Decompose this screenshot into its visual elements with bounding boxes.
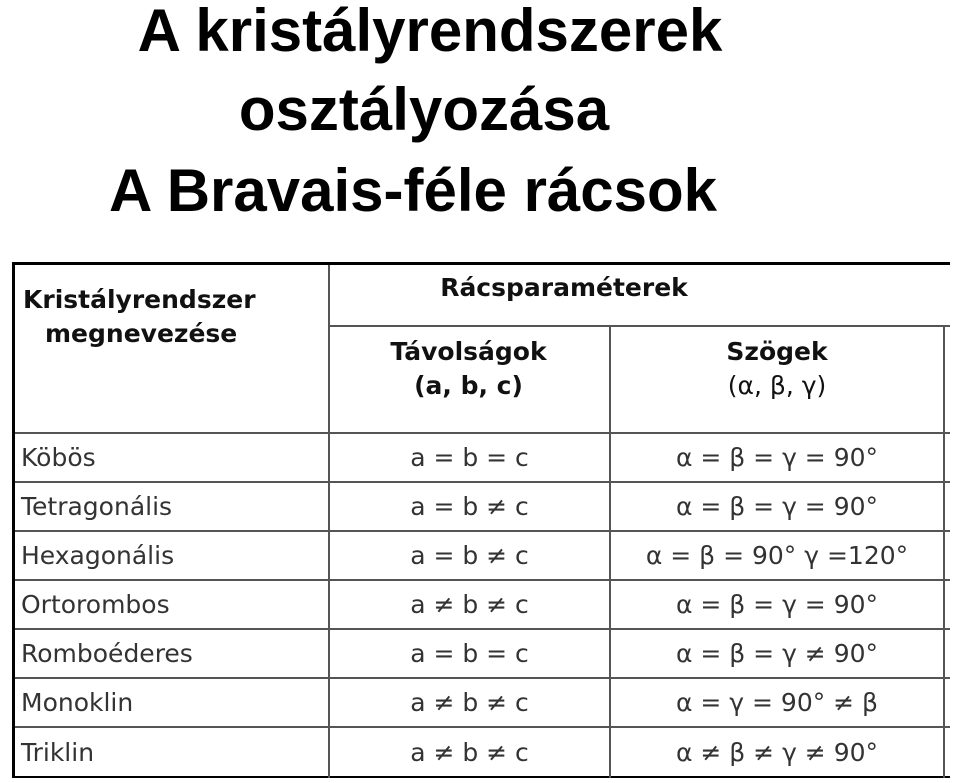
row-name-romboederes: Romboéderes	[21, 639, 193, 668]
row-dist-kobos: a = b = c	[410, 443, 529, 472]
header-system-line1: Kristályrendszer	[23, 285, 256, 314]
header-params: Rácsparaméterek	[440, 273, 688, 302]
row-ang-kobos: α = β = γ = 90°	[675, 443, 879, 472]
row-dist-tetragonalis: a = b ≠ c	[410, 492, 529, 521]
header-dist-line2: (a, b, c)	[414, 371, 523, 400]
title-line-3: A Bravais-féle rácsok	[108, 157, 718, 224]
title-line-1: A kristályrendszerek	[137, 0, 723, 64]
row-name-ortorombos: Ortorombos	[21, 590, 170, 619]
bravais-table	[12, 262, 950, 778]
row-dist-triklin: a ≠ b ≠ c	[410, 737, 529, 767]
row-name-kobos: Köbös	[21, 443, 96, 472]
header-system	[23, 283, 323, 351]
row-ang-ortorombos: α = β = γ = 90°	[675, 590, 879, 619]
row-dist-ortorombos: a ≠ b ≠ c	[410, 590, 529, 619]
row-name-hexagonalis: Hexagonális	[21, 541, 175, 570]
divider-params	[328, 325, 950, 327]
header-ang-line1: Szögek	[726, 337, 828, 366]
header-ang-line2: (α, β, γ)	[727, 371, 827, 400]
header-angles	[611, 335, 943, 403]
row-ang-romboederes: α = β = γ ≠ 90°	[675, 639, 879, 668]
row-name-tetragonalis: Tetragonális	[21, 492, 173, 521]
header-system-line2: megnevezése	[45, 319, 238, 348]
row-ang-monoklin: α = γ = 90° ≠ β	[675, 688, 879, 717]
row-ang-triklin: α ≠ β ≠ γ ≠ 90°	[675, 737, 879, 767]
header-dist-line1: Távolságok	[390, 337, 547, 366]
header-distances	[328, 335, 609, 403]
row-name-triklin: Triklin	[21, 737, 95, 767]
title-line-2: osztályozása	[238, 76, 610, 143]
divider-right	[943, 327, 945, 778]
row-ang-hexagonalis: α = β = 90° γ =120°	[645, 541, 909, 570]
row-ang-tetragonalis: α = β = γ = 90°	[675, 492, 879, 521]
row-dist-monoklin: a ≠ b ≠ c	[410, 688, 529, 717]
row-dist-hexagonalis: a = b ≠ c	[410, 541, 529, 570]
row-dist-romboederes: a = b = c	[410, 639, 529, 668]
row-name-monoklin: Monoklin	[21, 688, 134, 717]
